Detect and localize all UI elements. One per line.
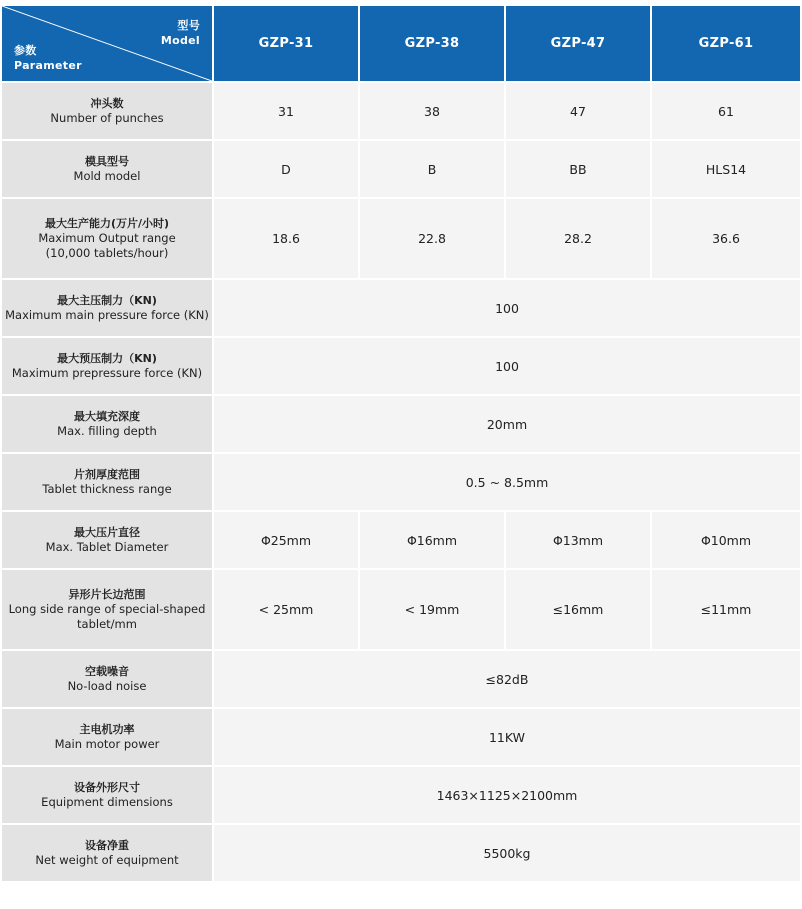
row-label-en: Net weight of equipment [35,853,179,867]
row-label-en: Maximum prepressure force (KN) [11,366,203,380]
row-label-en: Equipment dimensions [41,795,173,809]
model-heading [161,18,200,48]
value-cell: BB [506,141,650,197]
row-label [2,651,212,707]
value-cell: < 19mm [360,570,504,649]
header-row [2,6,800,81]
row-label [2,512,212,568]
row-label [2,141,212,197]
parameter-heading-en: Parameter [14,59,82,72]
model-column-header: GZP-61 [652,6,800,81]
value-cell: 5500kg [214,825,800,881]
value-cell: Φ16mm [360,512,504,568]
table-row [2,396,800,452]
row-label-en: Mold model [73,169,141,183]
row-label-zh: 设备外形尺寸 [74,781,140,794]
table-row [2,767,800,823]
row-label-en: Tablet thickness range [42,482,172,496]
value-cell: 47 [506,83,650,139]
model-column-header: GZP-38 [360,6,504,81]
value-cell: 28.2 [506,199,650,278]
row-label-en: Max. filling depth [57,424,157,438]
row-label [2,454,212,510]
row-label-en: (10,000 tablets/hour) [45,246,169,260]
value-cell: 1463×1125×2100mm [214,767,800,823]
row-label-zh: 异形片长边范围 [68,588,146,601]
value-cell: ≤11mm [652,570,800,649]
row-label-zh: 最大主压制力（KN) [57,294,157,307]
model-heading-zh: 型号 [177,19,200,32]
parameter-heading-zh: 参数 [14,44,37,57]
parameter-heading [14,43,82,73]
value-cell: 100 [214,280,800,336]
value-cell: 0.5 ~ 8.5mm [214,454,800,510]
value-cell: 61 [652,83,800,139]
corner-header-cell [2,6,212,81]
row-label [2,338,212,394]
value-cell: ≤16mm [506,570,650,649]
value-cell: 18.6 [214,199,358,278]
table-row [2,454,800,510]
row-label-en: Max. Tablet Diameter [45,540,169,554]
row-label-zh: 最大填充深度 [74,410,140,423]
row-label [2,825,212,881]
row-label-zh: 片剂厚度范围 [74,468,140,481]
value-cell: Φ13mm [506,512,650,568]
table-row [2,512,800,568]
value-cell: 11KW [214,709,800,765]
value-cell: 38 [360,83,504,139]
value-cell: 22.8 [360,199,504,278]
table-row [2,570,800,649]
table-row [2,280,800,336]
value-cell: B [360,141,504,197]
row-label [2,709,212,765]
table-row [2,199,800,278]
table-row [2,83,800,139]
row-label [2,280,212,336]
row-label-zh: 空载噪音 [85,665,129,678]
row-label-zh: 设备净重 [85,839,129,852]
row-label [2,396,212,452]
row-label-zh: 模具型号 [85,155,129,168]
value-cell: 31 [214,83,358,139]
table-row [2,338,800,394]
row-label-en: Main motor power [54,737,160,751]
row-label-en: No-load noise [67,679,147,693]
table-row [2,651,800,707]
row-label-zh: 最大生产能力(万片/小时) [44,217,170,230]
spec-table [0,4,802,883]
row-label-en: Number of punches [50,111,164,125]
row-label [2,570,212,649]
value-cell: 100 [214,338,800,394]
value-cell: ≤82dB [214,651,800,707]
row-label-en: tablet/mm [77,617,137,631]
table-row [2,141,800,197]
table-row [2,709,800,765]
row-label-zh: 最大预压制力（KN) [57,352,157,365]
model-column-header: GZP-47 [506,6,650,81]
row-label [2,767,212,823]
row-label-zh: 最大压片直径 [74,526,140,539]
model-column-header: GZP-31 [214,6,358,81]
row-label-zh: 主电机功率 [79,723,135,736]
row-label-en: Maximum Output range [38,231,176,245]
model-heading-en: Model [160,34,200,47]
row-label-en: Long side range of special-shaped [8,602,206,616]
value-cell: 20mm [214,396,800,452]
row-label-en: Maximum main pressure force (KN) [5,308,209,322]
value-cell: D [214,141,358,197]
value-cell: HLS14 [652,141,800,197]
row-label-zh: 冲头数 [90,97,124,110]
row-label [2,199,212,278]
value-cell: 36.6 [652,199,800,278]
table-row [2,825,800,881]
value-cell: Φ10mm [652,512,800,568]
value-cell: < 25mm [214,570,358,649]
row-label [2,83,212,139]
value-cell: Φ25mm [214,512,358,568]
